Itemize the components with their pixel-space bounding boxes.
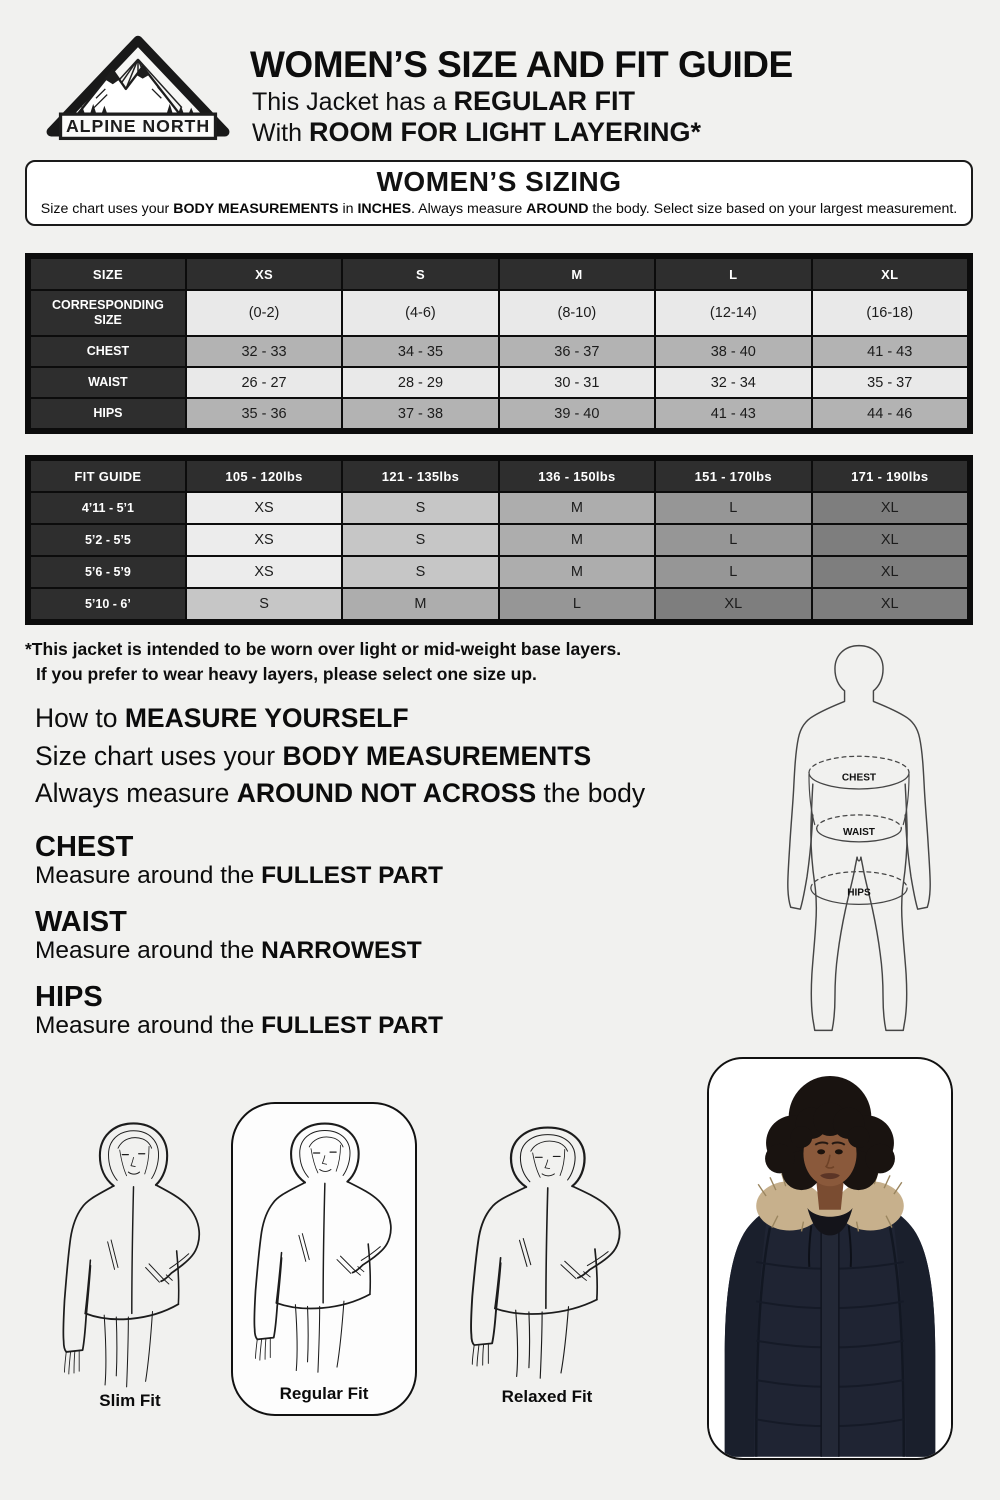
table-header-cell: 105 - 120lbs [186, 460, 342, 492]
table-cell: XL [812, 524, 968, 556]
measure-line-2 [35, 738, 645, 776]
text-segment: NARROWEST [261, 937, 422, 965]
table-cell: 34 - 35 [342, 336, 498, 367]
table-cell: 32 - 33 [186, 336, 342, 367]
slim-fit-figure [52, 1112, 208, 1390]
table-header-cell: XL [812, 258, 968, 290]
sizing-box-description [27, 201, 971, 217]
table-cell: (16-18) [812, 290, 968, 336]
text-segment: Always measure [35, 778, 237, 809]
table-row [30, 398, 968, 429]
measure-instructions [35, 700, 645, 813]
chest-heading: CHEST [35, 831, 134, 863]
footnote-line-2: If you prefer to wear heavy layers, please select one size up. [36, 663, 537, 684]
fit-label-slim: Slim Fit [99, 1391, 161, 1410]
model-photo [707, 1057, 953, 1460]
text-segment: How to [35, 703, 125, 733]
row-label-cell: 4’11 - 5’1 [30, 492, 186, 524]
table-header-cell: 121 - 135lbs [342, 460, 498, 492]
table-cell: 26 - 27 [186, 367, 342, 398]
table-cell: L [655, 492, 811, 524]
diagram-hips-label: HIPS [847, 887, 871, 899]
table-cell: M [499, 492, 655, 524]
relaxed-fit-figure [460, 1118, 634, 1380]
table-header-cell: M [499, 258, 655, 290]
text-segment: FULLEST PART [261, 1012, 444, 1040]
size-chart-table [29, 257, 969, 430]
text-segment: Size chart uses your [40, 201, 174, 217]
table-cell: 30 - 31 [499, 367, 655, 398]
table-cell: S [342, 492, 498, 524]
table-header-cell: XS [186, 258, 342, 290]
regular-fit-figure [246, 1114, 402, 1374]
table-cell: S [186, 588, 342, 620]
text-segment: AROUND [526, 201, 589, 217]
table-row [30, 588, 968, 620]
table-header-cell: FIT GUIDE [30, 460, 186, 492]
fit-guide-table-frame [25, 455, 973, 625]
text-segment: REGULAR FIT [453, 86, 635, 116]
text-segment: MEASURE YOURSELF [124, 703, 409, 733]
layering-subtitle [252, 117, 701, 148]
table-cell: XL [655, 588, 811, 620]
text-segment: Measure around the [35, 937, 262, 965]
table-cell: M [342, 588, 498, 620]
row-label-cell: 5’2 - 5’5 [30, 524, 186, 556]
table-cell: 35 - 36 [186, 398, 342, 429]
fit-label-regular: Regular Fit [279, 1384, 369, 1403]
womens-sizing-box [25, 160, 973, 226]
text-segment: This Jacket has a [252, 88, 454, 116]
row-label-cell: WAIST [30, 367, 186, 398]
table-row [30, 367, 968, 398]
table-cell: (0-2) [186, 290, 342, 336]
text-segment: Size chart uses your [35, 740, 283, 771]
alpine-north-logo [40, 32, 236, 144]
waist-section [35, 907, 422, 965]
table-cell: M [499, 556, 655, 588]
chest-instruction [35, 862, 443, 890]
table-cell: XS [186, 492, 342, 524]
body-measurement-diagram [750, 636, 968, 1040]
table-row [30, 336, 968, 367]
table-header-cell: L [655, 258, 811, 290]
text-segment: the body. Select size based on your largest measurement. [588, 201, 958, 217]
measure-line-3 [35, 775, 645, 813]
table-cell: XL [812, 492, 968, 524]
text-segment: BODY MEASUREMENTS [173, 201, 339, 217]
table-header-cell: 171 - 190lbs [812, 460, 968, 492]
text-segment: . Always measure [411, 201, 527, 217]
table-cell: (8-10) [499, 290, 655, 336]
text-segment: in [338, 201, 358, 217]
table-row [30, 492, 968, 524]
footnote-line-1: *This jacket is intended to be worn over light or mid-weight base layers. [25, 639, 622, 659]
table-cell: XL [812, 556, 968, 588]
waist-instruction [35, 937, 422, 965]
table-cell: 35 - 37 [812, 367, 968, 398]
chest-section [35, 832, 443, 890]
table-cell: 38 - 40 [655, 336, 811, 367]
table-header-cell: 136 - 150lbs [499, 460, 655, 492]
hips-instruction [35, 1012, 443, 1040]
table-cell: (4-6) [342, 290, 498, 336]
table-header-cell: SIZE [30, 258, 186, 290]
table-cell: XL [812, 588, 968, 620]
table-cell: 41 - 43 [812, 336, 968, 367]
sizing-box-title: WOMEN’S SIZING [376, 166, 622, 197]
table-cell: 37 - 38 [342, 398, 498, 429]
page-title: WOMEN’S SIZE AND FIT GUIDE [250, 44, 793, 85]
table-cell: L [655, 524, 811, 556]
diagram-waist-label: WAIST [843, 827, 875, 839]
table-cell: XS [186, 524, 342, 556]
hips-heading: HIPS [35, 981, 103, 1013]
model-photo-illustration [709, 1059, 951, 1458]
text-segment: BODY MEASUREMENTS [282, 740, 592, 771]
row-label-cell: CHEST [30, 336, 186, 367]
text-segment: FULLEST PART [261, 862, 444, 890]
logo-text: ALPINE NORTH [65, 115, 211, 136]
table-cell: L [655, 556, 811, 588]
text-segment: With [252, 119, 309, 147]
table-cell: XS [186, 556, 342, 588]
layering-footnote [25, 637, 621, 686]
text-segment: Measure around the [35, 1012, 262, 1040]
table-cell: 39 - 40 [499, 398, 655, 429]
table-row [30, 524, 968, 556]
fit-label-relaxed: Relaxed Fit [501, 1387, 593, 1406]
hips-section [35, 982, 443, 1040]
fit-subtitle [252, 86, 635, 117]
row-label-cell: 5’6 - 5’9 [30, 556, 186, 588]
table-cell: (12-14) [655, 290, 811, 336]
row-label-cell: 5’10 - 6’ [30, 588, 186, 620]
table-cell: 32 - 34 [655, 367, 811, 398]
waist-heading: WAIST [35, 906, 127, 938]
table-cell: S [342, 556, 498, 588]
text-segment: ROOM FOR LIGHT LAYERING* [308, 117, 701, 147]
table-cell: 44 - 46 [812, 398, 968, 429]
text-segment: the body [536, 778, 646, 809]
table-header-cell: 151 - 170lbs [655, 460, 811, 492]
table-row [30, 290, 968, 336]
table-cell: 28 - 29 [342, 367, 498, 398]
text-segment: AROUND NOT ACROSS [236, 778, 537, 809]
measure-line-1 [35, 700, 645, 738]
row-label-cell: CORRESPONDING SIZE [30, 290, 186, 336]
table-cell: M [499, 524, 655, 556]
fit-guide-table [29, 459, 969, 621]
table-row [30, 556, 968, 588]
table-header-cell: S [342, 258, 498, 290]
size-chart-table-frame [25, 253, 973, 434]
table-cell: 36 - 37 [499, 336, 655, 367]
table-cell: 41 - 43 [655, 398, 811, 429]
text-segment: INCHES [357, 201, 412, 217]
diagram-chest-label: CHEST [841, 772, 877, 784]
table-cell: L [499, 588, 655, 620]
row-label-cell: HIPS [30, 398, 186, 429]
table-cell: S [342, 524, 498, 556]
text-segment: Measure around the [35, 862, 262, 890]
